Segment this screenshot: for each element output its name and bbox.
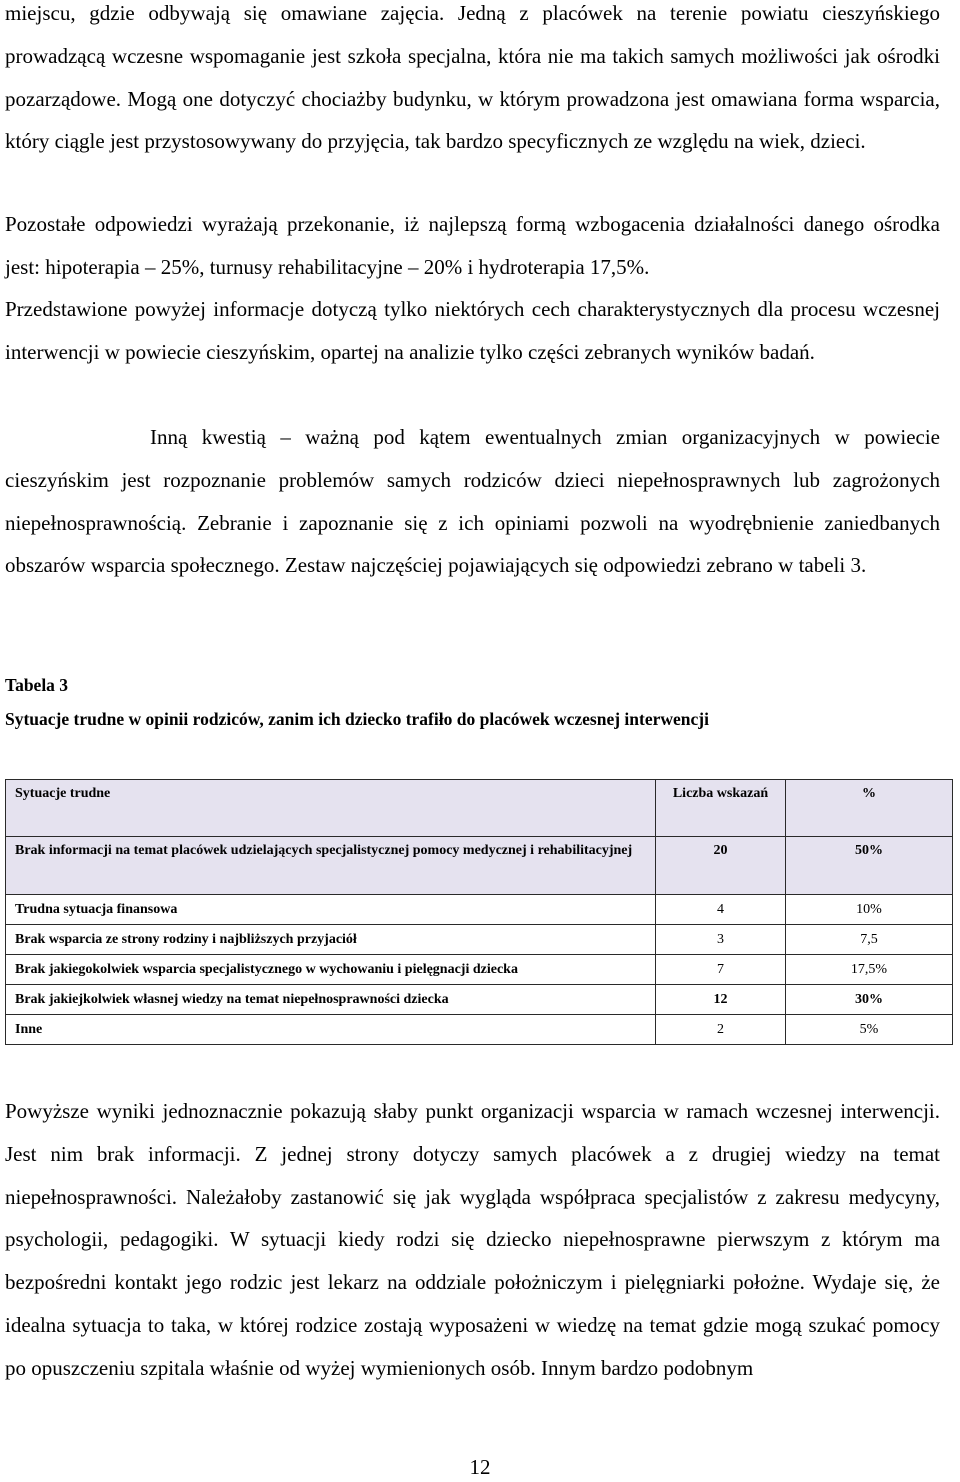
difficult-situations-table — [5, 779, 953, 1045]
table-row — [6, 1015, 953, 1045]
paragraph: miejscu, gdzie odbywają się omawiane zajęcia. Jedną z placówek na terenie powiatu cieszyńskiego prowadzącą wczesne wspomaganie jest szkoła specjalna, która nie ma takich samych możliwości jak ośrodki pozarządowe. Mogą one dotyczyć chociażby budynku, w którym prowadzona jest omawiana forma wsparcia, który ciągle jest przystosowywany do przyjęcia, tak bardzo specyficznych ze względu na wiek, dzieci. — [5, 1, 940, 154]
cell-count: 4 — [656, 895, 786, 925]
cell-count: 2 — [656, 1015, 786, 1045]
paragraph: Przedstawione powyżej informacje dotyczą tylko niektórych cech charakterystycznych dla procesu wczesnej interwencji w powiecie cieszyńskim, opartej na analizie tylko części zebranych wyników badań. — [5, 297, 940, 364]
table-row — [6, 985, 953, 1015]
cell-situation: Brak jakiegokolwiek wsparcia specjalistycznego w wychowaniu i pielęgnacji dziecka — [6, 955, 656, 985]
cell-count: 7 — [656, 955, 786, 985]
page-number: 12 — [469, 1455, 491, 1479]
table-row — [6, 895, 953, 925]
table-row — [6, 955, 953, 985]
cell-percent: 10% — [786, 895, 953, 925]
cell-count: 20 — [656, 837, 786, 895]
cell-count: 3 — [656, 925, 786, 955]
cell-situation: Brak jakiejkolwiek własnej wiedzy na temat niepełnosprawności dziecka — [6, 985, 656, 1015]
cell-count: 12 — [656, 985, 786, 1015]
cell-percent: 50% — [786, 837, 953, 895]
table-label: Tabela 3 — [5, 675, 69, 695]
cell-percent: 30% — [786, 985, 953, 1015]
header-situation: Sytuacje trudne — [6, 780, 656, 837]
table-title: Sytuacje trudne w opinii rodziców, zanim ich dziecko trafiło do placówek wczesnej interwencji — [5, 709, 709, 729]
header-count: Liczba wskazań — [656, 780, 786, 837]
paragraph: Inną kwestią – ważną pod kątem ewentualnych zmian organizacyjnych w powiecie cieszyńskim jest rozpoznanie problemów samych rodziców dzieci niepełnosprawnych lub zagrożonych niepełnosprawnością. Zebranie i zapoznanie się z ich opiniami pozwoli na wyodrębnienie zaniedbanych obszarów wsparcia społecznego. Zestaw najczęściej pojawiających się odpowiedzi zebrano w tabeli 3. — [5, 425, 940, 578]
cell-percent: 17,5% — [786, 955, 953, 985]
table-row — [6, 837, 953, 895]
table-row — [6, 925, 953, 955]
table-header-row — [6, 780, 953, 837]
paragraph: Pozostałe odpowiedzi wyrażają przekonanie, iż najlepszą formą wzbogacenia działalności danego ośrodka jest: hipoterapia – 25%, turnusy rehabilitacyjne – 20% i hydroterapia 17,5%. — [5, 212, 940, 279]
cell-situation: Brak wsparcia ze strony rodziny i najbliższych przyjaciół — [6, 925, 656, 955]
cell-situation: Trudna sytuacja finansowa — [6, 895, 656, 925]
cell-percent: 5% — [786, 1015, 953, 1045]
header-percent: % — [786, 780, 953, 837]
cell-situation: Inne — [6, 1015, 656, 1045]
cell-situation: Brak informacji na temat placówek udzielających specjalistycznej pomocy medycznej i rehabilitacyjnej — [6, 837, 656, 895]
cell-percent: 7,5 — [786, 925, 953, 955]
paragraph: Powyższe wyniki jednoznacznie pokazują słaby punkt organizacji wsparcia w ramach wczesnej interwencji. Jest nim brak informacji. Z jednej strony dotyczy samych placówek a z drugiej wiedzy na temat niepełnosprawności. Należałoby zastanowić się jak wygląda współpraca specjalistów z zakresu medycyny, psychologii, pedagogiki. W sytuacji kiedy rodzi się dziecko niepełnosprawne pierwszym z którym ma bezpośredni kontakt jego rodzic jest lekarz na oddziale położniczym i pielęgniarki położne. Wydaje się, że idealna sytuacja to taka, w której rodzice zostają wyposażeni w wiedzę na temat gdzie mogą szukać pomocy po opuszczeniu szpitala właśnie od wyżej wymienionych osób. Innym bardzo podobnym — [5, 1099, 940, 1380]
